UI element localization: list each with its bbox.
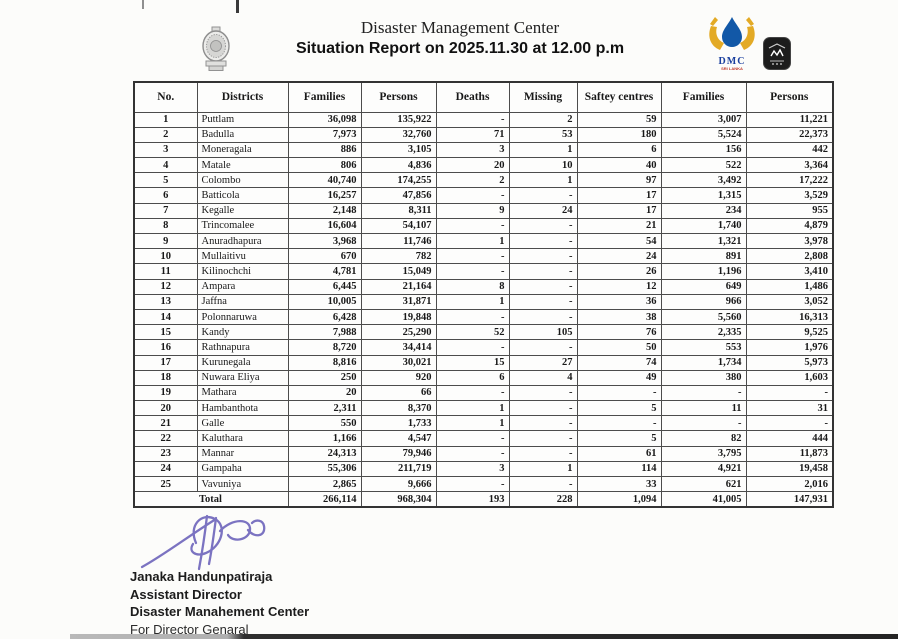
cell-district: Trincomalee [197, 218, 288, 233]
table-row [134, 385, 833, 400]
cell-value: 34,414 [361, 340, 436, 355]
total-value: 266,114 [288, 492, 361, 507]
cell-value: 71 [436, 127, 509, 142]
cell-no: 1 [134, 112, 197, 127]
cell-district: Polonnaruwa [197, 309, 288, 324]
cell-value: 6 [436, 370, 509, 385]
table-row [134, 127, 833, 142]
cell-value: 5 [577, 431, 661, 446]
cell-value: - [436, 431, 509, 446]
cell-value: 54,107 [361, 218, 436, 233]
cell-value: - [436, 446, 509, 461]
cell-value: - [436, 477, 509, 492]
cell-value: 7,988 [288, 325, 361, 340]
cell-no: 15 [134, 325, 197, 340]
cell-district: Anuradhapura [197, 234, 288, 249]
cell-value: 5 [577, 401, 661, 416]
cell-value: 76 [577, 325, 661, 340]
cell-value: - [436, 112, 509, 127]
cell-value: 1 [509, 142, 577, 157]
cell-value: 1,733 [361, 416, 436, 431]
table-row [134, 416, 833, 431]
cell-value: 1,166 [288, 431, 361, 446]
total-value: 228 [509, 492, 577, 507]
cell-value: 156 [661, 142, 746, 157]
cell-no: 14 [134, 309, 197, 324]
cell-value: 16,257 [288, 188, 361, 203]
cell-value: 442 [746, 142, 833, 157]
cell-no: 2 [134, 127, 197, 142]
cell-district: Colombo [197, 173, 288, 188]
cell-value: - [509, 264, 577, 279]
cell-value: - [746, 416, 833, 431]
cell-no: 8 [134, 218, 197, 233]
table-row [134, 431, 833, 446]
cell-value: - [509, 234, 577, 249]
cell-value: 4,921 [661, 461, 746, 476]
cell-value: - [577, 416, 661, 431]
cell-value: 19,848 [361, 309, 436, 324]
cell-district: Hambanthota [197, 401, 288, 416]
column-header-districts-1: Districts [197, 82, 288, 112]
cell-value: 53 [509, 127, 577, 142]
cell-value: - [661, 385, 746, 400]
cell-district: Kilinochchi [197, 264, 288, 279]
cell-value: 3,105 [361, 142, 436, 157]
table-row [134, 264, 833, 279]
cell-value: 135,922 [361, 112, 436, 127]
cell-value: 17 [577, 203, 661, 218]
cell-value: 21 [577, 218, 661, 233]
cell-value: 105 [509, 325, 577, 340]
cell-value: 32,760 [361, 127, 436, 142]
cell-value: 1 [436, 234, 509, 249]
cell-value: 670 [288, 249, 361, 264]
cell-value: - [509, 294, 577, 309]
cell-value: 891 [661, 249, 746, 264]
cell-value: - [436, 249, 509, 264]
cell-district: Puttlam [197, 112, 288, 127]
cell-value: 5,973 [746, 355, 833, 370]
cell-value: 52 [436, 325, 509, 340]
cell-value: 30,021 [361, 355, 436, 370]
cell-value: 2,808 [746, 249, 833, 264]
cell-value: 21,164 [361, 279, 436, 294]
column-header-no--0: No. [134, 82, 197, 112]
cell-value: 3,007 [661, 112, 746, 127]
page-title: Disaster Management Center [360, 18, 560, 37]
table-row [134, 173, 833, 188]
cell-value: - [436, 385, 509, 400]
table-row [134, 218, 833, 233]
cell-value: 40,740 [288, 173, 361, 188]
dmc-logo-label: DMC [718, 56, 746, 67]
cell-value: 11,746 [361, 234, 436, 249]
crest-logo-icon [763, 37, 791, 70]
cell-value: 806 [288, 158, 361, 173]
cell-district: Nuwara Eliya [197, 370, 288, 385]
cell-value: 3,364 [746, 158, 833, 173]
table-row [134, 461, 833, 476]
cell-value: 966 [661, 294, 746, 309]
cell-value: 234 [661, 203, 746, 218]
cell-value: - [577, 385, 661, 400]
table-row [134, 477, 833, 492]
cell-value: 24 [509, 203, 577, 218]
cell-value: 17,222 [746, 173, 833, 188]
cell-value: 550 [288, 416, 361, 431]
cell-value: 36,098 [288, 112, 361, 127]
cell-value: 20 [436, 158, 509, 173]
cell-district: Mullaitivu [197, 249, 288, 264]
cell-district: Kaluthara [197, 431, 288, 446]
cell-no: 5 [134, 173, 197, 188]
cell-value: 5,560 [661, 309, 746, 324]
total-value: 968,304 [361, 492, 436, 507]
cell-no: 9 [134, 234, 197, 249]
table-total-row [134, 492, 833, 507]
cell-value: - [509, 431, 577, 446]
cell-value: 26 [577, 264, 661, 279]
cell-value: 24,313 [288, 446, 361, 461]
total-value: 147,931 [746, 492, 833, 507]
cell-value: 74 [577, 355, 661, 370]
cell-value: 15 [436, 355, 509, 370]
cell-value: - [509, 249, 577, 264]
cell-value: 211,719 [361, 461, 436, 476]
cell-value: 380 [661, 370, 746, 385]
table-header-row [134, 82, 833, 112]
cell-value: 1 [509, 173, 577, 188]
cell-value: - [509, 218, 577, 233]
cell-value: 31 [746, 401, 833, 416]
cell-no: 22 [134, 431, 197, 446]
cell-no: 16 [134, 340, 197, 355]
column-header-saftey-centres-6: Saftey centres [577, 82, 661, 112]
cell-value: 2 [436, 173, 509, 188]
cell-value: 4,547 [361, 431, 436, 446]
cell-value: 6,428 [288, 309, 361, 324]
cell-no: 11 [134, 264, 197, 279]
cell-value: - [509, 401, 577, 416]
cell-district: Jaffna [197, 294, 288, 309]
table-row [134, 234, 833, 249]
dmc-hands-drop-icon [707, 16, 757, 52]
cell-value: 3,795 [661, 446, 746, 461]
cell-no: 17 [134, 355, 197, 370]
cell-value: 24 [577, 249, 661, 264]
cell-value: 54 [577, 234, 661, 249]
total-label: Total [134, 492, 288, 507]
cell-value: - [436, 309, 509, 324]
table-row [134, 142, 833, 157]
cell-value: 2 [509, 112, 577, 127]
table-row [134, 340, 833, 355]
cell-value: 4,781 [288, 264, 361, 279]
table-row [134, 203, 833, 218]
cell-value: 180 [577, 127, 661, 142]
cell-value: 31,871 [361, 294, 436, 309]
cell-value: 22,373 [746, 127, 833, 142]
cell-value: 19,458 [746, 461, 833, 476]
cell-value: 1 [436, 416, 509, 431]
cell-value: 8,370 [361, 401, 436, 416]
cell-value: - [436, 188, 509, 203]
cell-value: 36 [577, 294, 661, 309]
cell-value: 1,486 [746, 279, 833, 294]
cell-value: 59 [577, 112, 661, 127]
cell-no: 12 [134, 279, 197, 294]
table-row [134, 325, 833, 340]
cell-value: 1 [436, 401, 509, 416]
cell-value: 3,052 [746, 294, 833, 309]
cell-value: 40 [577, 158, 661, 173]
cell-no: 4 [134, 158, 197, 173]
column-header-persons-8: Persons [746, 82, 833, 112]
cell-district: Ampara [197, 279, 288, 294]
cell-value: - [436, 340, 509, 355]
cell-value: 8 [436, 279, 509, 294]
cell-district: Mannar [197, 446, 288, 461]
dmc-logo-sublabel: SRI LANKA [721, 66, 743, 71]
cell-value: 920 [361, 370, 436, 385]
cell-value: 97 [577, 173, 661, 188]
cell-value: 114 [577, 461, 661, 476]
cell-value: 2,311 [288, 401, 361, 416]
cell-value: 11 [661, 401, 746, 416]
scan-artifact [142, 0, 144, 9]
dmc-logo [706, 16, 758, 71]
cell-value: 11,221 [746, 112, 833, 127]
cell-value: 49 [577, 370, 661, 385]
cell-value: 4,836 [361, 158, 436, 173]
cell-district: Galle [197, 416, 288, 431]
cell-district: Matale [197, 158, 288, 173]
table-row [134, 370, 833, 385]
cell-value: - [509, 309, 577, 324]
table-row [134, 188, 833, 203]
column-header-missing-5: Missing [509, 82, 577, 112]
cell-value: 955 [746, 203, 833, 218]
report-header [230, 18, 690, 58]
cell-no: 21 [134, 416, 197, 431]
cell-no: 6 [134, 188, 197, 203]
signatory-org: Disaster Manahement Center [130, 604, 310, 619]
page-subtitle: Situation Report on 2025.11.30 at 12.00 p.m [295, 40, 625, 57]
signatory-block [130, 568, 309, 638]
cell-value: 4,879 [746, 218, 833, 233]
cell-value: 649 [661, 279, 746, 294]
cell-value: 27 [509, 355, 577, 370]
cell-no: 23 [134, 446, 197, 461]
cell-no: 18 [134, 370, 197, 385]
cell-value: 17 [577, 188, 661, 203]
cell-value: 38 [577, 309, 661, 324]
cell-value: 1,740 [661, 218, 746, 233]
cell-value: - [509, 477, 577, 492]
total-value: 1,094 [577, 492, 661, 507]
cell-value: 9 [436, 203, 509, 218]
cell-value: 5,524 [661, 127, 746, 142]
cell-value: - [509, 188, 577, 203]
cell-value: 61 [577, 446, 661, 461]
table-row [134, 294, 833, 309]
cell-value: 3 [436, 142, 509, 157]
cell-no: 10 [134, 249, 197, 264]
cell-no: 13 [134, 294, 197, 309]
report-table [133, 81, 834, 508]
cell-district: Vavuniya [197, 477, 288, 492]
cell-value: 2,016 [746, 477, 833, 492]
cell-value: 1,976 [746, 340, 833, 355]
cell-value: 1 [436, 294, 509, 309]
cell-value: - [509, 416, 577, 431]
cell-value: - [746, 385, 833, 400]
cell-value: 886 [288, 142, 361, 157]
cell-no: 7 [134, 203, 197, 218]
cell-value: - [436, 264, 509, 279]
cell-value: - [509, 446, 577, 461]
cell-value: 16,604 [288, 218, 361, 233]
cell-value: 55,306 [288, 461, 361, 476]
cell-district: Kandy [197, 325, 288, 340]
cell-no: 24 [134, 461, 197, 476]
cell-value: 3,968 [288, 234, 361, 249]
cell-value: 444 [746, 431, 833, 446]
cell-value: 3,410 [746, 264, 833, 279]
table-row [134, 446, 833, 461]
scan-artifact [236, 0, 239, 13]
signatory-for: For Director Genaral [130, 621, 249, 637]
cell-value: 250 [288, 370, 361, 385]
cell-value: - [661, 416, 746, 431]
cell-value: 3,529 [746, 188, 833, 203]
cell-value: 8,311 [361, 203, 436, 218]
table-row [134, 355, 833, 370]
table-row [134, 279, 833, 294]
cell-value: 15,049 [361, 264, 436, 279]
cell-value: 1 [509, 461, 577, 476]
table-row [134, 249, 833, 264]
cell-value: 11,873 [746, 446, 833, 461]
cell-value: 1,315 [661, 188, 746, 203]
cell-value: 8,816 [288, 355, 361, 370]
cell-value: 1,734 [661, 355, 746, 370]
signature-scribble [136, 509, 316, 573]
cell-value: 9,666 [361, 477, 436, 492]
cell-value: 1,321 [661, 234, 746, 249]
column-header-persons-3: Persons [361, 82, 436, 112]
cell-value: 79,946 [361, 446, 436, 461]
table-row [134, 401, 833, 416]
cell-value: 33 [577, 477, 661, 492]
cell-value: 9,525 [746, 325, 833, 340]
cell-value: 553 [661, 340, 746, 355]
cell-no: 3 [134, 142, 197, 157]
cell-district: Moneragala [197, 142, 288, 157]
cell-value: 1,603 [746, 370, 833, 385]
cell-value: 782 [361, 249, 436, 264]
cell-value: 25,290 [361, 325, 436, 340]
cell-value: 2,865 [288, 477, 361, 492]
cell-district: Gampaha [197, 461, 288, 476]
cell-value: 8,720 [288, 340, 361, 355]
cell-district: Rathnapura [197, 340, 288, 355]
total-value: 41,005 [661, 492, 746, 507]
cell-value: 3 [436, 461, 509, 476]
table-row [134, 158, 833, 173]
cell-value: 82 [661, 431, 746, 446]
cell-value: 522 [661, 158, 746, 173]
signatory-name: Janaka Handunpatiraja [130, 569, 273, 584]
cell-value: 2,335 [661, 325, 746, 340]
cell-value: 47,856 [361, 188, 436, 203]
cell-value: 10 [509, 158, 577, 173]
cell-value: 3,492 [661, 173, 746, 188]
cell-no: 20 [134, 401, 197, 416]
cell-district: Kurunegala [197, 355, 288, 370]
cell-district: Kegalle [197, 203, 288, 218]
cell-value: 16,313 [746, 309, 833, 324]
total-value: 193 [436, 492, 509, 507]
cell-value: 50 [577, 340, 661, 355]
cell-value: - [509, 340, 577, 355]
cell-value: 6,445 [288, 279, 361, 294]
cell-value: 20 [288, 385, 361, 400]
cell-value: 6 [577, 142, 661, 157]
cell-value: 3,978 [746, 234, 833, 249]
cell-district: Mathara [197, 385, 288, 400]
cell-district: Badulla [197, 127, 288, 142]
cell-value: 1,196 [661, 264, 746, 279]
column-header-families-2: Families [288, 82, 361, 112]
table-body [134, 112, 833, 507]
cell-value: 66 [361, 385, 436, 400]
cell-value: 621 [661, 477, 746, 492]
cell-value: - [509, 279, 577, 294]
cell-value: 4 [509, 370, 577, 385]
column-header-deaths-4: Deaths [436, 82, 509, 112]
signatory-title: Assistant Director [130, 586, 242, 602]
cell-value: - [509, 385, 577, 400]
cell-no: 25 [134, 477, 197, 492]
cell-no: 19 [134, 385, 197, 400]
table-row [134, 112, 833, 127]
cell-district: Batticola [197, 188, 288, 203]
cell-value: 12 [577, 279, 661, 294]
cell-value: - [436, 218, 509, 233]
column-header-families-7: Families [661, 82, 746, 112]
cell-value: 10,005 [288, 294, 361, 309]
cell-value: 2,148 [288, 203, 361, 218]
table-row [134, 309, 833, 324]
cell-value: 174,255 [361, 173, 436, 188]
cell-value: 7,973 [288, 127, 361, 142]
